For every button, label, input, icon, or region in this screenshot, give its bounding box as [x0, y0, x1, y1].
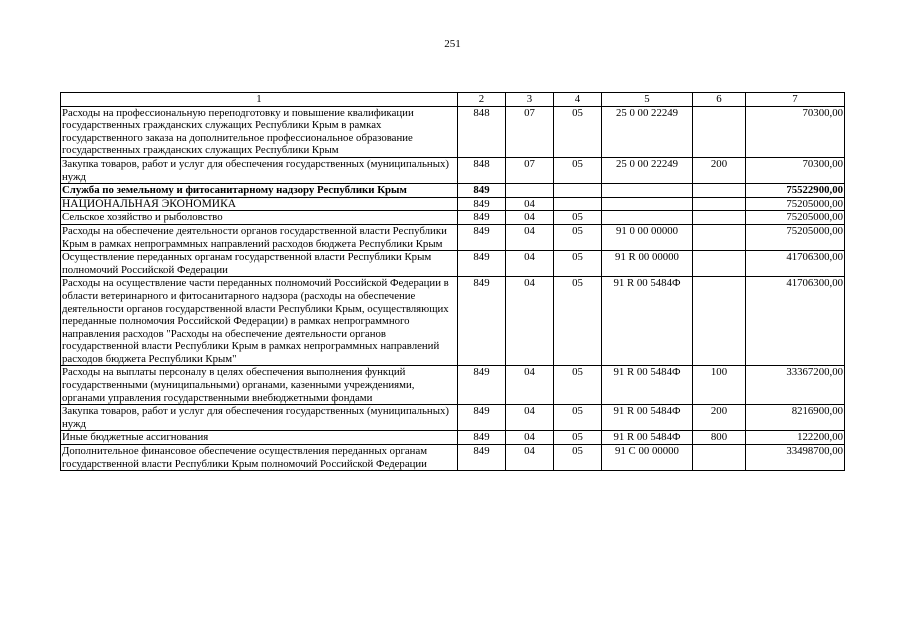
row-section-code: 04: [506, 277, 554, 366]
row-name: НАЦИОНАЛЬНАЯ ЭКОНОМИКА: [61, 197, 458, 211]
column-header: 5: [602, 93, 693, 107]
table-row: [61, 184, 845, 198]
row-ministry-code: 849: [458, 366, 506, 405]
table-row: [61, 224, 845, 250]
row-subsection-code: 05: [554, 445, 602, 471]
table-row: [61, 211, 845, 225]
page-number: 251: [444, 38, 461, 50]
row-name: Расходы на обеспечение деятельности органов государственной власти Республики Крым в рамках непрограммных направлений расходов бюджета Республики Крым: [61, 224, 458, 250]
row-section-code: 07: [506, 157, 554, 183]
row-name: Расходы на осуществление части переданных полномочий Российской Федерации в области ветеринарного и фитосанитарного надзора (расходы на обеспечение деятельности органов государственной власти Республики Крым, осуществляющих переданные полномочия Российской Федерации) в рамках непрограммного направления расходов "Расходы на обеспечение деятельности органов государственной власти Республики Крым в рамках непрограммных направлений расходов бюджета Республики Крым": [61, 277, 458, 366]
table-row: [61, 445, 845, 471]
table-header-row: [61, 93, 845, 107]
row-subsection-code: 05: [554, 366, 602, 405]
row-ministry-code: 848: [458, 106, 506, 157]
row-ministry-code: 849: [458, 405, 506, 431]
table-row: [61, 251, 845, 277]
row-section-code: 07: [506, 106, 554, 157]
row-target-article: [602, 184, 693, 198]
row-expense-type: [693, 277, 746, 366]
row-ministry-code: 849: [458, 211, 506, 225]
row-target-article: 25 0 00 22249: [602, 157, 693, 183]
row-target-article: [602, 211, 693, 225]
row-name: Сельское хозяйство и рыболовство: [61, 211, 458, 225]
row-target-article: 25 0 00 22249: [602, 106, 693, 157]
row-subsection-code: [554, 197, 602, 211]
row-name: Закупка товаров, работ и услуг для обеспечения государственных (муниципальных) нужд: [61, 405, 458, 431]
row-section-code: 04: [506, 431, 554, 445]
row-target-article: 91 0 00 00000: [602, 224, 693, 250]
column-header: 3: [506, 93, 554, 107]
row-section-code: 04: [506, 445, 554, 471]
row-expense-type: [693, 251, 746, 277]
row-target-article: 91 R 00 00000: [602, 251, 693, 277]
row-expense-type: [693, 106, 746, 157]
table-row: [61, 366, 845, 405]
row-subsection-code: 05: [554, 224, 602, 250]
row-amount: 75522900,00: [746, 184, 845, 198]
row-subsection-code: 05: [554, 251, 602, 277]
row-amount: 75205000,00: [746, 197, 845, 211]
row-expense-type: [693, 224, 746, 250]
row-amount: 75205000,00: [746, 224, 845, 250]
row-expense-type: 200: [693, 405, 746, 431]
row-expense-type: [693, 184, 746, 198]
table-row: [61, 106, 845, 157]
table-row: [61, 157, 845, 183]
row-name: Закупка товаров, работ и услуг для обеспечения государственных (муниципальных) нужд: [61, 157, 458, 183]
row-ministry-code: 849: [458, 224, 506, 250]
row-name: Расходы на выплаты персоналу в целях обеспечения выполнения функций государственными (муниципальными) органами, казенными учреждениями, органами управления государственными внебюджетными фондами: [61, 366, 458, 405]
row-target-article: 91 R 00 5484Ф: [602, 277, 693, 366]
row-name: Расходы на профессиональную переподготовку и повышение квалификации государственных гражданских служащих Республики Крым в рамках государственного заказа на дополнительное профессиональное образование государственных гражданских служащих Республики Крым: [61, 106, 458, 157]
row-ministry-code: 849: [458, 445, 506, 471]
row-ministry-code: 849: [458, 277, 506, 366]
row-name: Дополнительное финансовое обеспечение осуществления переданных органам государственной власти Республики Крым полномочий Российской Федерации: [61, 445, 458, 471]
row-ministry-code: 849: [458, 431, 506, 445]
row-amount: 33498700,00: [746, 445, 845, 471]
row-section-code: 04: [506, 197, 554, 211]
row-name: Иные бюджетные ассигнования: [61, 431, 458, 445]
column-header: 1: [61, 93, 458, 107]
row-expense-type: [693, 445, 746, 471]
row-amount: 41706300,00: [746, 251, 845, 277]
table-row: [61, 277, 845, 366]
table-row: [61, 405, 845, 431]
row-section-code: 04: [506, 366, 554, 405]
row-ministry-code: 849: [458, 197, 506, 211]
row-ministry-code: 849: [458, 184, 506, 198]
row-name: Осуществление переданных органам государственной власти Республики Крым полномочий Российской Федерации: [61, 251, 458, 277]
row-expense-type: 800: [693, 431, 746, 445]
row-expense-type: [693, 197, 746, 211]
row-section-code: 04: [506, 224, 554, 250]
row-amount: 70300,00: [746, 106, 845, 157]
row-expense-type: [693, 211, 746, 225]
row-section-code: 04: [506, 251, 554, 277]
row-subsection-code: 05: [554, 431, 602, 445]
column-header: 2: [458, 93, 506, 107]
row-amount: 122200,00: [746, 431, 845, 445]
row-amount: 8216900,00: [746, 405, 845, 431]
row-amount: 41706300,00: [746, 277, 845, 366]
column-header: 6: [693, 93, 746, 107]
column-header: 4: [554, 93, 602, 107]
row-target-article: [602, 197, 693, 211]
row-section-code: [506, 184, 554, 198]
budget-table: [60, 92, 845, 471]
table-row: [61, 431, 845, 445]
row-amount: 75205000,00: [746, 211, 845, 225]
row-subsection-code: [554, 184, 602, 198]
row-subsection-code: 05: [554, 277, 602, 366]
row-section-code: 04: [506, 405, 554, 431]
row-target-article: 91 С 00 00000: [602, 445, 693, 471]
row-expense-type: 200: [693, 157, 746, 183]
row-amount: 70300,00: [746, 157, 845, 183]
row-subsection-code: 05: [554, 211, 602, 225]
row-ministry-code: 848: [458, 157, 506, 183]
row-expense-type: 100: [693, 366, 746, 405]
row-subsection-code: 05: [554, 106, 602, 157]
row-subsection-code: 05: [554, 157, 602, 183]
column-header: 7: [746, 93, 845, 107]
row-section-code: 04: [506, 211, 554, 225]
row-target-article: 91 R 00 5484Ф: [602, 366, 693, 405]
row-target-article: 91 R 00 5484Ф: [602, 431, 693, 445]
row-name: Служба по земельному и фитосанитарному надзору Республики Крым: [61, 184, 458, 198]
row-subsection-code: 05: [554, 405, 602, 431]
table-row: [61, 197, 845, 211]
row-ministry-code: 849: [458, 251, 506, 277]
row-target-article: 91 R 00 5484Ф: [602, 405, 693, 431]
row-amount: 33367200,00: [746, 366, 845, 405]
